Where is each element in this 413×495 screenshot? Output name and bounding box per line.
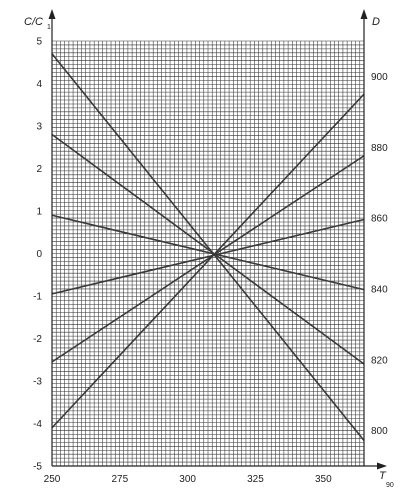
- left-tick-label: 5: [36, 36, 42, 48]
- x-tick-label: 275: [111, 474, 129, 485]
- right-tick-label: 840: [371, 284, 388, 296]
- left-tick-label: -5: [33, 461, 42, 473]
- right-axis-arrow: [361, 9, 368, 19]
- left-tick-label: -2: [33, 334, 42, 345]
- right-tick-label: 880: [371, 142, 388, 154]
- axes: [49, 9, 388, 470]
- x-tick-label: 325: [247, 474, 264, 485]
- left-tick-label: 2: [36, 164, 42, 175]
- left-tick-label: 4: [36, 79, 42, 90]
- left-tick-label: -3: [33, 376, 42, 388]
- left-tick-label: -4: [33, 419, 42, 430]
- x-tick-label: 350: [314, 474, 332, 485]
- left-tick-label: 3: [36, 121, 42, 133]
- right-tick-label: 900: [371, 71, 388, 83]
- x-axis-label-subscript: 90: [386, 482, 394, 489]
- grid: [52, 41, 364, 466]
- left-tick-label: -1: [33, 291, 42, 303]
- right-axis-title: [372, 16, 380, 28]
- left-axis-label-subscript: 1: [47, 24, 51, 31]
- x-axis-arrow: [377, 463, 387, 470]
- left-axis-arrow: [49, 9, 56, 19]
- left-tick-label: 1: [36, 206, 42, 218]
- right-tick-label: 800: [371, 426, 388, 438]
- right-tick-label: 820: [371, 355, 388, 367]
- x-tick-label: 250: [43, 474, 61, 485]
- x-tick-label: 300: [179, 474, 196, 485]
- right-axis-label: D: [372, 16, 380, 28]
- x-axis-title: [379, 470, 394, 489]
- left-tick-label: 0: [36, 249, 42, 260]
- right-tick-label: 860: [371, 213, 388, 225]
- left-axis-label: C/C: [24, 16, 43, 28]
- x-axis-label: T: [379, 470, 386, 482]
- left-axis-title: [24, 16, 51, 31]
